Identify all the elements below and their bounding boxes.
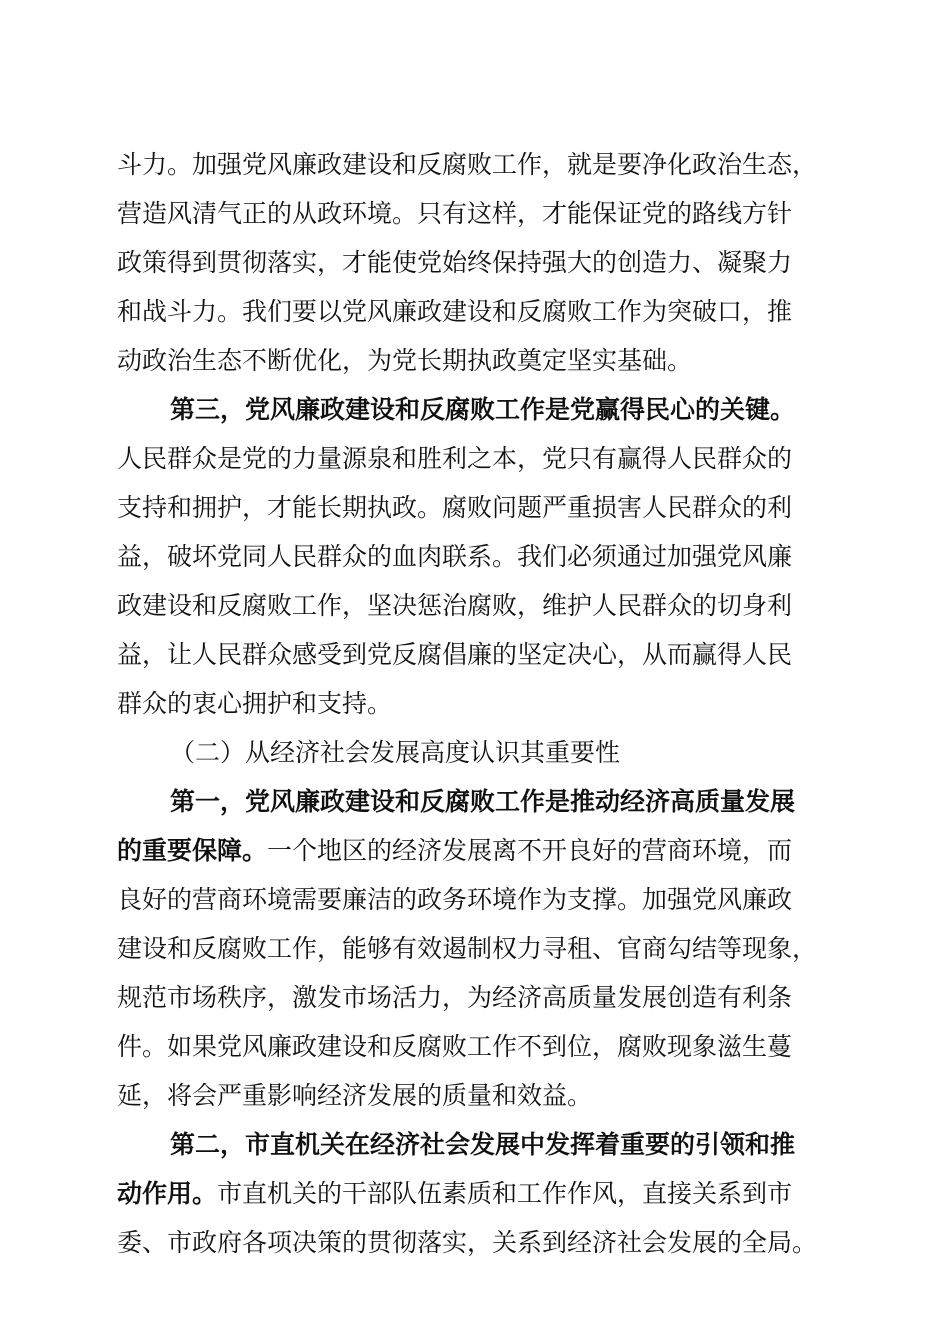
line-text: 一个地区的经济发展离不开良好的营商环境，而 <box>267 836 793 865</box>
paragraph-line <box>117 586 877 626</box>
paragraph-line <box>170 390 930 430</box>
paragraph-line <box>117 1076 877 1116</box>
paragraph-line <box>117 537 877 577</box>
paragraph-line <box>117 439 877 479</box>
line-text: 营造风清气正的从政环境。只有这样，才能保证党的路线方针 <box>117 199 793 228</box>
line-text: 和战斗力。我们要以党风廉政建设和反腐败工作为突破口，推 <box>117 297 793 326</box>
line-text: 建设和反腐败工作，能够有效遏制权力寻租、官商勾结等现象， <box>117 934 818 963</box>
paragraph-line <box>117 145 877 185</box>
line-text: 人民群众是党的力量源泉和胜利之本，党只有赢得人民群众的 <box>117 444 793 473</box>
paragraph-line <box>117 488 877 528</box>
paragraph-line <box>170 782 930 822</box>
line-text: 群众的衷心拥护和支持。 <box>117 689 393 718</box>
line-text: 益，破坏党同人民群众的血肉联系。我们必须通过加强党风廉 <box>117 542 793 571</box>
paragraph-line <box>170 1125 930 1165</box>
paragraph-line <box>117 341 877 381</box>
paragraph-line <box>117 978 877 1018</box>
paragraph-line <box>117 635 877 675</box>
paragraph-line <box>117 1174 877 1214</box>
line-text: 委、市政府各项决策的贯彻落实，关系到经济社会发展的全局。 <box>117 1228 818 1257</box>
line-text: 规范市场秩序，激发市场活力，为经济高质量发展创造有利条 <box>117 983 793 1012</box>
line-text: 良好的营商环境需要廉洁的政务环境作为支撑。加强党风廉政 <box>117 885 793 914</box>
paragraph-line <box>117 194 877 234</box>
line-text: 政建设和反腐败工作，坚决惩治腐败，维护人民群众的切身利 <box>117 591 793 620</box>
section-heading <box>170 733 930 773</box>
line-text: 益，让人民群众感受到党反腐倡廉的坚定决心，从而赢得人民 <box>117 640 793 669</box>
line-text: 件。如果党风廉政建设和反腐败工作不到位，腐败现象滋生蔓 <box>117 1032 793 1061</box>
paragraph-line <box>117 292 877 332</box>
line-text: 市直机关的干部队伍素质和工作作风，直接关系到市 <box>217 1179 793 1208</box>
line-text: 支持和拥护，才能长期执政。腐败问题严重损害人民群众的利 <box>117 493 793 522</box>
paragraph-line <box>117 929 877 969</box>
section-point-bold: 动作用。 <box>117 1179 218 1208</box>
line-text: 动政治生态不断优化，为党长期执政奠定坚实基础。 <box>117 346 693 375</box>
section-point-bold: 第一，党风廉政建设和反腐败工作是推动经济高质量发展 <box>170 787 796 816</box>
section-point-bold: 的重要保障。 <box>117 836 268 865</box>
heading-text: （二）从经济社会发展高度认识其重要性 <box>170 738 621 767</box>
paragraph-line <box>117 831 877 871</box>
line-text: 延，将会严重影响经济发展的质量和效益。 <box>117 1081 593 1110</box>
paragraph-line <box>117 880 877 920</box>
paragraph-line <box>117 1027 877 1067</box>
paragraph-line <box>117 684 877 724</box>
line-text: 政策得到贯彻落实，才能使党始终保持强大的创造力、凝聚力 <box>117 248 793 277</box>
section-point-bold: 第三，党风廉政建设和反腐败工作是党赢得民心的关键。 <box>170 395 796 424</box>
paragraph-line <box>117 1223 877 1263</box>
line-text: 斗力。加强党风廉政建设和反腐败工作，就是要净化政治生态， <box>117 150 818 179</box>
paragraph-line <box>117 243 877 283</box>
section-point-bold: 第二，市直机关在经济社会发展中发挥着重要的引领和推 <box>170 1130 796 1159</box>
